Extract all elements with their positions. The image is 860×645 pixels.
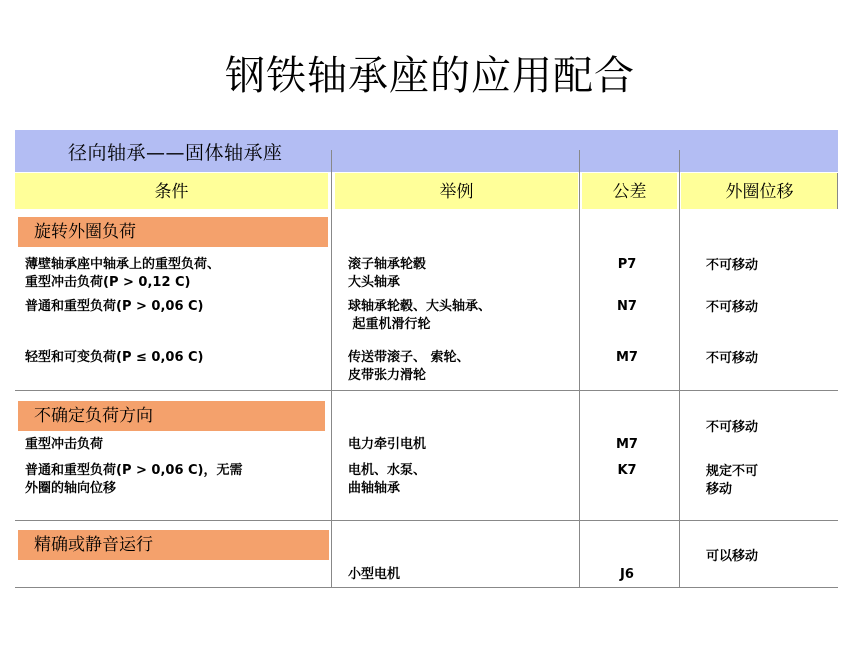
cell-displacement: 不可移动 (706, 300, 759, 315)
column-divider (837, 173, 838, 209)
cell-tolerance: J6 (620, 567, 634, 582)
section-heading: 不确定负荷方向 (18, 401, 325, 431)
cell-tolerance: M7 (616, 437, 638, 452)
section-heading: 精确或静音运行 (18, 530, 329, 560)
cell-displacement: 规定不可 移动 (706, 464, 759, 497)
cell-tolerance: M7 (616, 350, 638, 365)
column-header-condition: 条件 (154, 182, 189, 202)
cell-example: 传送带滚子、 索轮、 皮带张力滑轮 (348, 350, 470, 383)
page-title: 钢铁轴承座的应用配合 (225, 53, 635, 99)
cell-example: 电力牵引电机 (348, 437, 427, 452)
table-subtitle: 径向轴承——固体轴承座 (68, 142, 283, 164)
cell-condition: 重型冲击负荷 (25, 437, 104, 452)
cell-tolerance: P7 (617, 257, 637, 272)
column-header-example: 举例 (439, 182, 474, 202)
cell-displacement: 不可移动 (706, 351, 759, 366)
cell-condition: 薄壁轴承座中轴承上的重型负荷、 重型冲击负荷(P > 0,12 C) (25, 257, 221, 290)
cell-example: 电机、水泵、 曲轴轴承 (348, 463, 427, 496)
cell-tolerance: N7 (617, 299, 637, 314)
column-header-tolerance: 公差 (612, 182, 647, 202)
cell-example: 滚子轴承轮毂 大头轴承 (348, 257, 427, 290)
column-divider (579, 150, 580, 587)
cell-condition: 普通和重型负荷(P > 0,06 C)，无需 外圈的轴向位移 (25, 463, 243, 496)
column-divider (331, 150, 332, 587)
table-bottom-border (15, 587, 838, 588)
section-divider (15, 390, 838, 391)
cell-example: 球轴承轮毂、大头轴承、 起重机滑行轮 (348, 299, 492, 332)
section-divider (15, 520, 838, 521)
cell-condition: 轻型和可变负荷(P ≤ 0,06 C) (25, 350, 204, 365)
column-header-displacement: 外圈位移 (725, 182, 794, 202)
section-heading: 旋转外圈负荷 (18, 217, 328, 247)
cell-displacement: 不可移动 (706, 420, 759, 435)
cell-condition: 普通和重型负荷(P > 0,06 C) (25, 299, 204, 314)
cell-tolerance: K7 (617, 463, 637, 478)
cell-displacement: 不可移动 (706, 258, 759, 273)
cell-displacement: 可以移动 (706, 549, 759, 564)
cell-example: 小型电机 (348, 567, 401, 582)
column-divider (679, 150, 680, 587)
